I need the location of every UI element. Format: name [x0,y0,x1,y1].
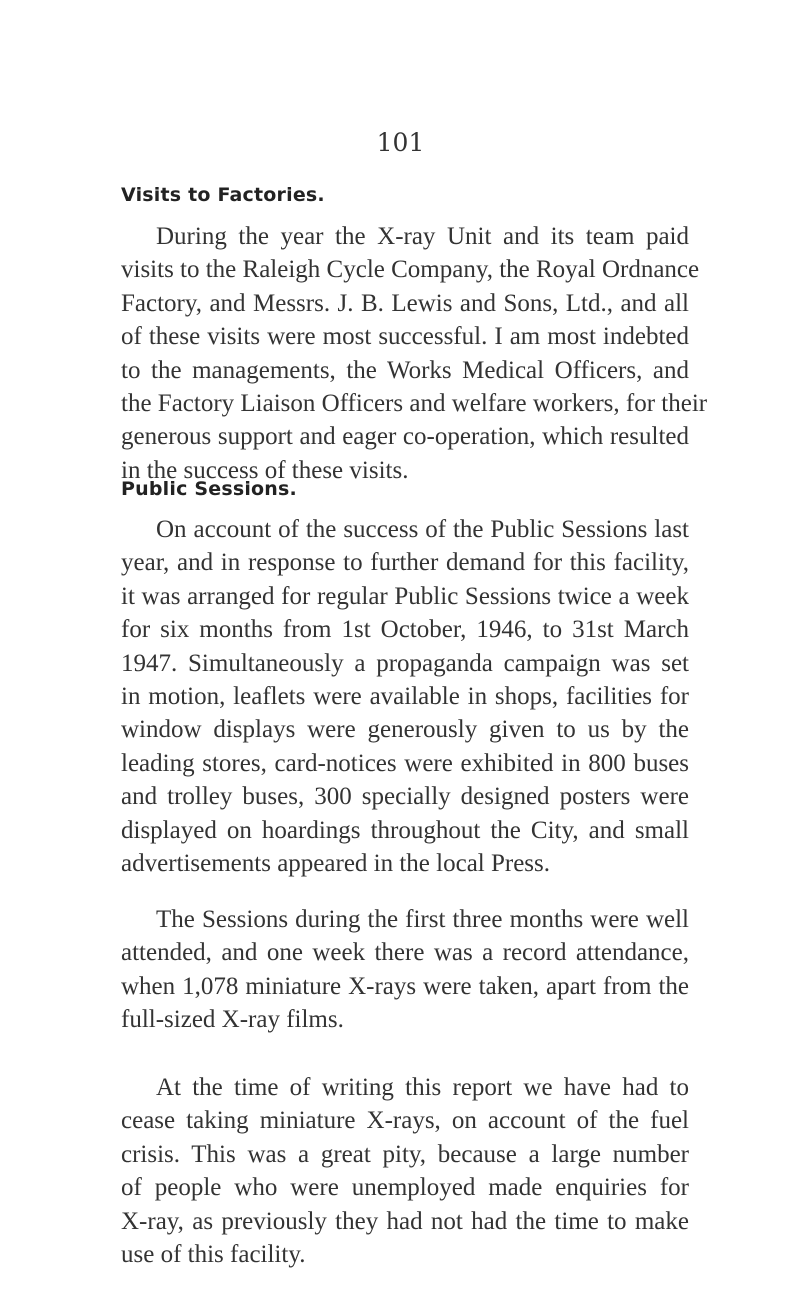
paragraph-public-sessions-2 [121,903,689,1037]
text-line: to the managements, the Works Medical Officers, and [121,356,689,384]
text-line: X-ray, as previously they had not had the time to make [121,1207,689,1235]
text-line: At the time of writing this report we have had to [156,1074,689,1101]
section-heading-visits-to-factories: Visits to Factories. [121,184,325,206]
paragraph-public-sessions-3 [121,1071,689,1271]
text-line: when 1,078 miniature X-rays were taken, apart from the [121,972,689,1000]
text-line: visits to the Raleigh Cycle Company, the Royal Ordnance [121,256,700,284]
text-line: the Factory Liaison Officers and welfare workers, for their [121,390,708,418]
text-line: advertisements appeared in the local Press. [121,850,551,878]
text-line: it was arranged for regular Public Sessions twice a week [121,582,689,610]
text-line: cease taking miniature X-rays, on account of the fuel [121,1107,689,1135]
text-line: in the success of these visits. [121,456,409,484]
page-number: 101 [376,128,425,157]
text-line: year, and in response to further demand for this facility, [121,549,689,577]
section-heading-public-sessions: Public Sessions. [121,478,297,500]
text-line: and trolley buses, 300 specially designed posters were [121,783,689,811]
text-line: for six months from 1st October, 1946, to 31st March [121,616,689,644]
text-line: generous support and eager co-operation, which resulted [121,423,689,451]
text-line: leading stores, card-notices were exhibited in 800 buses [121,749,689,777]
paragraph-visits-to-factories [121,220,708,487]
text-line: 1947. Simultaneously a propaganda campaign was set [121,649,689,677]
text-line: displayed on hoardings throughout the City, and small [121,816,689,844]
text-line: The Sessions during the first three months were well [156,906,689,933]
text-line: full-sized X-ray films. [121,1006,344,1034]
text-line: window displays were generously given to us by the [121,716,689,744]
text-line: On account of the success of the Public Sessions last [156,516,689,543]
paragraph-public-sessions-1 [121,513,689,880]
text-line: in motion, leaflets were available in shops, facilities for [121,683,689,711]
text-line: crisis. This was a great pity, because a large number [121,1140,689,1168]
text-line: of people who were unemployed made enquiries for [121,1174,689,1202]
text-line: attended, and one week there was a record attendance, [121,939,689,967]
text-line: Factory, and Messrs. J. B. Lewis and Sons, Ltd., and all [121,289,689,317]
text-line: During the year the X-ray Unit and its team paid [156,223,689,250]
text-line: use of this facility. [121,1241,306,1269]
text-line: of these visits were most successful. I am most indebted [121,323,689,351]
